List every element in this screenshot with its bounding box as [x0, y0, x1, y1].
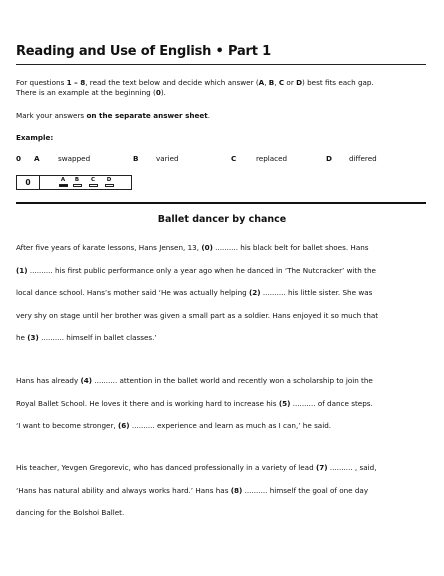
answer-sheet-instruction: Mark your answers on the separate answer sheet.	[16, 111, 210, 120]
option-letter-b: B	[133, 154, 139, 163]
gap-number: (3)	[27, 333, 39, 342]
text-line: Hans has already (4) .......... attention in the ballet world and recently won a scholarship to join the	[16, 376, 373, 385]
option-word-d: differed	[349, 154, 377, 163]
text-title: Ballet dancer by chance	[157, 214, 287, 225]
answer-sheet-number: 0	[17, 176, 40, 189]
text-line: ‘I want to become stronger, (6) .......... experience and learn as much as I can,’ he said.	[16, 421, 332, 430]
title-divider	[16, 64, 426, 65]
answer-option-c: C	[87, 177, 99, 187]
text-line: ‘Hans has natural ability and always works hard.’ Hans has (8) .......... himself the goal of one day	[16, 485, 369, 495]
answer-option-b: B	[71, 177, 83, 187]
option-word-a: swapped	[58, 154, 91, 163]
text-line: he (3) .......... himself in ballet classes.’	[16, 333, 157, 342]
answer-slot-c	[89, 184, 98, 187]
answer-option-d: D	[103, 177, 115, 187]
gap-number: (5)	[278, 398, 291, 408]
answer-slot-a-filled	[59, 184, 68, 187]
gap-number: (0)	[201, 243, 213, 252]
paragraph-3	[16, 457, 432, 525]
text-line: His teacher, Yevgen Gregorevic, who has danced professionally in a variety of lead (7) .......... , said,	[16, 463, 377, 472]
text-line: Royal Ballet School. He loves it there and is working hard to increase his (5) .......... of dance steps.	[16, 398, 373, 408]
section-divider	[16, 202, 426, 204]
gap-number: (4)	[80, 376, 93, 385]
paragraph-2	[16, 370, 432, 438]
example-options	[16, 154, 426, 166]
example-number: 0	[16, 154, 22, 163]
answer-option-a: A	[57, 177, 69, 187]
text-line: dancing for the Bolshoi Ballet.	[16, 508, 125, 517]
paragraph-1	[16, 237, 432, 350]
answer-slot-b	[73, 184, 82, 187]
option-letter-c: C	[231, 154, 237, 163]
option-letter-a: A	[34, 154, 40, 163]
text-line: (1) .......... his first public performance only a year ago when he danced in ‘The Nutcracker’ with the	[16, 265, 376, 275]
option-word-b: varied	[156, 154, 179, 163]
example-answer-sheet	[16, 175, 132, 190]
gap-number: (6)	[118, 421, 130, 430]
instructions-line-1: For questions 1 – 8, read the text below and decide which answer (A, B, C or D) best fits each gap.	[16, 78, 374, 87]
example-label: Example:	[16, 133, 54, 142]
answer-slot-d	[105, 184, 114, 187]
gap-number: (7)	[315, 463, 328, 472]
instructions-line-2: There is an example at the beginning (0).	[16, 88, 166, 97]
text-line: very shy on stage until her brother was given a small part as a soldier. Hans enjoyed it so much that	[16, 310, 379, 320]
page-title: Reading and Use of English • Part 1	[16, 44, 271, 59]
gap-number: (2)	[249, 288, 261, 297]
text-line: local dance school. Hans’s mother said ‘He was actually helping (2) .......... his little sister. She was	[16, 288, 373, 297]
option-letter-d: D	[326, 154, 332, 163]
gap-number: (1)	[16, 265, 28, 275]
gap-number: (8)	[230, 485, 243, 495]
text-line: After five years of karate lessons, Hans Jensen, 13, (0) .......... his black belt for ballet shoes. Hans	[16, 243, 369, 252]
option-word-c: replaced	[256, 154, 288, 163]
instructions	[16, 78, 432, 98]
